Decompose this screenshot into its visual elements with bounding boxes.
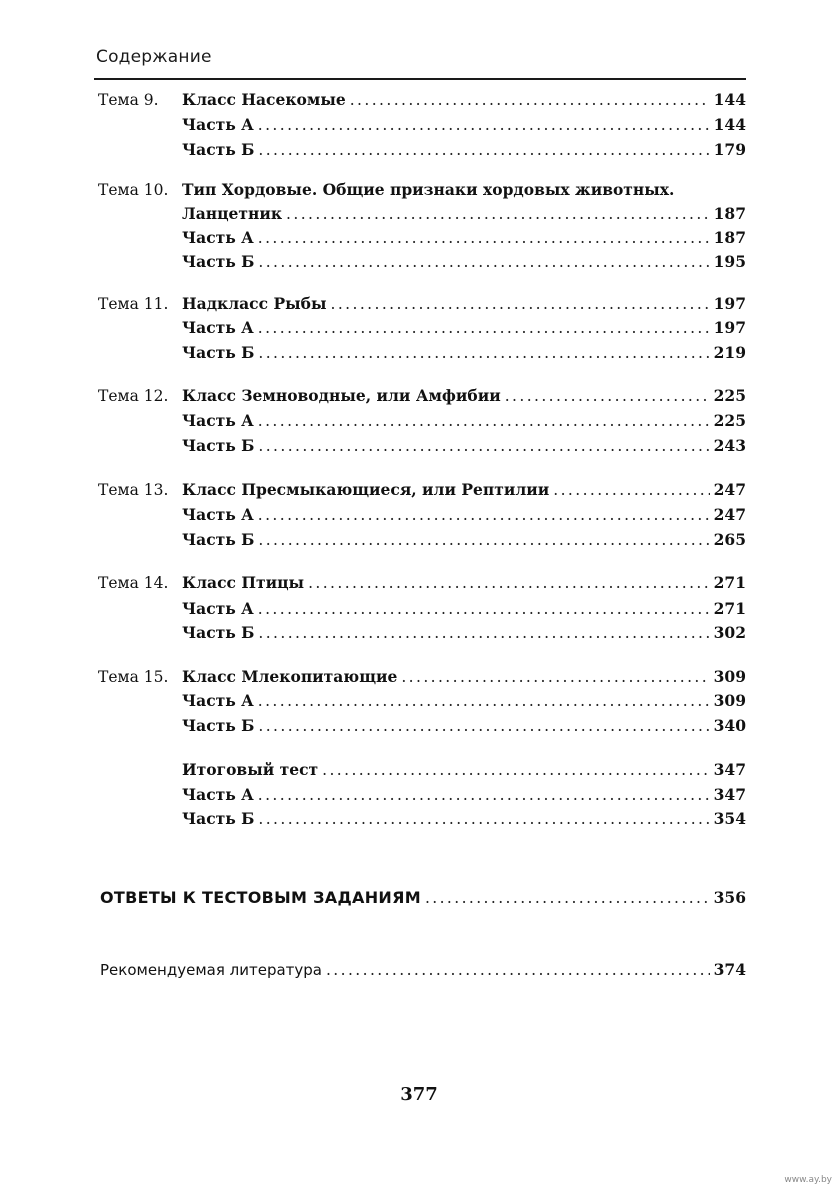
topic-title: Класс Насекомые xyxy=(182,90,346,109)
toc-entry-topic-9 xyxy=(0,88,838,112)
leader-dots xyxy=(258,113,710,137)
page-number: 271 xyxy=(713,573,746,592)
page-number: 347 xyxy=(713,760,746,779)
page-number: 197 xyxy=(713,318,746,337)
leader-dots xyxy=(286,202,710,226)
leader-dots xyxy=(505,384,710,408)
toc-entry-part xyxy=(0,341,838,365)
header-rule xyxy=(94,78,746,80)
toc-entry-part xyxy=(0,409,838,433)
toc-entry-part xyxy=(0,807,838,831)
page-number: 219 xyxy=(713,343,746,362)
topic-title: Класс Млекопитающие xyxy=(182,667,398,686)
page-number: 225 xyxy=(713,386,746,405)
page-number: 225 xyxy=(713,411,746,430)
part-label: Часть А xyxy=(182,318,254,337)
topic-number: Тема 10. xyxy=(98,181,169,199)
toc-entry-part xyxy=(0,621,838,645)
page-number: 187 xyxy=(713,228,746,247)
topic-number: Тема 9. xyxy=(98,91,159,109)
leader-dots xyxy=(553,478,709,502)
part-label: Часть А xyxy=(182,599,254,618)
leader-dots xyxy=(258,714,709,738)
toc-entry-part xyxy=(0,138,838,162)
page-number: 144 xyxy=(713,115,746,134)
page-number: 247 xyxy=(713,505,746,524)
toc-entry-part xyxy=(0,316,838,340)
leader-dots xyxy=(322,758,710,782)
toc-entry-topic-11 xyxy=(0,292,838,316)
page-number: 179 xyxy=(713,140,746,159)
part-label: Часть Б xyxy=(182,140,255,159)
topic-number: Тема 13. xyxy=(98,481,169,499)
leader-dots xyxy=(258,783,710,807)
running-header: Содержание xyxy=(96,47,212,67)
part-label: Часть Б xyxy=(182,809,255,828)
part-label: Часть Б xyxy=(182,343,255,362)
leader-dots xyxy=(258,528,709,552)
toc-entry-part xyxy=(0,714,838,738)
leader-dots xyxy=(401,665,709,689)
page-number: 309 xyxy=(713,691,746,710)
topic-title: Класс Пресмыкающиеся, или Рептилии xyxy=(182,480,550,499)
toc-entry-part xyxy=(0,250,838,274)
page-number: 347 xyxy=(713,785,746,804)
part-label: Часть Б xyxy=(182,436,255,455)
watermark: www.ay.by xyxy=(784,1175,832,1185)
page-number: 197 xyxy=(713,294,746,313)
topic-number: Тема 12. xyxy=(98,387,169,405)
page-number: 265 xyxy=(713,530,746,549)
leader-dots xyxy=(331,292,710,316)
page-number: 187 xyxy=(713,204,746,223)
page-number: 195 xyxy=(713,252,746,271)
part-label: Часть А xyxy=(182,115,254,134)
leader-dots xyxy=(258,503,710,527)
leader-dots xyxy=(258,226,710,250)
leader-dots xyxy=(258,434,709,458)
part-label: Часть А xyxy=(182,411,254,430)
toc-entry-part xyxy=(0,689,838,713)
page-number: 247 xyxy=(713,480,746,499)
toc-entry-topic-10 xyxy=(0,202,838,226)
toc-entry-topic-14 xyxy=(0,571,838,595)
topic-number: Тема 14. xyxy=(98,574,169,592)
toc-entry-part xyxy=(0,503,838,527)
topic-title: Класс Земноводные, или Амфибии xyxy=(182,386,501,405)
toc-entry-part xyxy=(0,783,838,807)
toc-entry-literature xyxy=(0,958,838,982)
page-number: 356 xyxy=(713,888,746,907)
part-label: Часть Б xyxy=(182,623,255,642)
topic-title: Надкласс Рыбы xyxy=(182,294,327,313)
toc-entry-topic-12 xyxy=(0,384,838,408)
part-label: Часть А xyxy=(182,691,254,710)
leader-dots xyxy=(258,597,710,621)
toc-entry-topic-10-line1 xyxy=(0,178,838,202)
leader-dots xyxy=(258,621,709,645)
topic-number: Тема 15. xyxy=(98,668,169,686)
part-label: Часть А xyxy=(182,505,254,524)
toc-entry-part xyxy=(0,226,838,250)
leader-dots xyxy=(258,807,709,831)
part-label: Часть Б xyxy=(182,252,255,271)
page-number: 243 xyxy=(713,436,746,455)
toc-entry-topic-13 xyxy=(0,478,838,502)
literature-title: Рекомендуемая литература xyxy=(100,961,322,979)
topic-title-line1: Тип Хордовые. Общие признаки хордовых животных. xyxy=(182,180,675,199)
page-number: 309 xyxy=(713,667,746,686)
page-number: 340 xyxy=(713,716,746,735)
page-number: 354 xyxy=(713,809,746,828)
toc-entry-part xyxy=(0,528,838,552)
page-number: 271 xyxy=(713,599,746,618)
page-number: 374 xyxy=(713,960,746,979)
toc-entry-part xyxy=(0,113,838,137)
part-label: Часть А xyxy=(182,785,254,804)
part-label: Часть Б xyxy=(182,530,255,549)
folio-page-number: 377 xyxy=(400,1084,438,1105)
leader-dots xyxy=(258,341,709,365)
topic-title: Ланцетник xyxy=(182,204,283,223)
leader-dots xyxy=(258,250,709,274)
leader-dots xyxy=(326,958,710,982)
leader-dots xyxy=(258,409,710,433)
part-label: Часть А xyxy=(182,228,254,247)
leader-dots xyxy=(258,689,710,713)
leader-dots xyxy=(258,316,710,340)
topic-title: Итоговый тест xyxy=(182,760,319,779)
toc-entry-final-test xyxy=(0,758,838,782)
answers-title: ОТВЕТЫ К ТЕСТОВЫМ ЗАДАНИЯМ xyxy=(100,888,421,907)
page-number: 144 xyxy=(713,90,746,109)
topic-number: Тема 11. xyxy=(98,295,169,313)
leader-dots xyxy=(258,138,709,162)
leader-dots xyxy=(425,886,710,910)
toc-entry-part xyxy=(0,597,838,621)
page-number: 302 xyxy=(713,623,746,642)
leader-dots xyxy=(308,571,710,595)
part-label: Часть Б xyxy=(182,716,255,735)
leader-dots xyxy=(350,88,710,112)
topic-title: Класс Птицы xyxy=(182,573,305,592)
toc-entry-topic-15 xyxy=(0,665,838,689)
toc-entry-answers xyxy=(0,886,838,910)
toc-entry-part xyxy=(0,434,838,458)
